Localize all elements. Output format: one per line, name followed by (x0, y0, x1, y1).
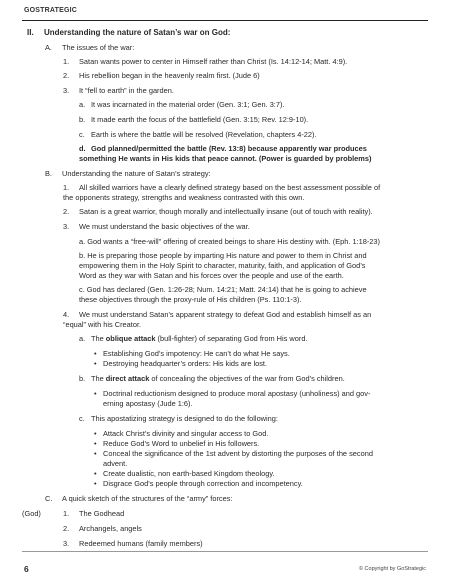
bullet-icon: • (94, 429, 97, 438)
outline-B-text: Understanding the nature of Satan’s strategy: (62, 169, 211, 178)
outline-B4c-bullet2: Reduce God’s Word to unbelief in His followers. (103, 439, 260, 448)
outline-num: 1. (63, 509, 70, 518)
outline-C-text: A quick sketch of the structures of the “army” forces: (62, 494, 233, 503)
section-number: II. (27, 28, 34, 37)
outline-A3b-text: It made earth the focus of the battlefield (Gen. 3:15; Rev. 12:9-10). (91, 115, 309, 124)
outline-letter: c. (79, 130, 85, 139)
outline-B4-line2: “equal” with his Creator. (63, 320, 142, 329)
outline-B4c-bullet1: Attack Christ’s divinity and singular access to God. (103, 429, 269, 438)
outline-B2-text: Satan is a great warrior, though morally and intellectually insane (out of touch with reality). (79, 207, 373, 216)
page-number: 6 (24, 564, 29, 574)
outline-A1-text: Satan wants power to center in Himself rather than Christ (Is. 14:12-14; Matt. 4:9). (79, 57, 348, 66)
outline-label-C: C. (45, 494, 53, 503)
outline-A3-text: It “fell to earth” in the garden. (79, 86, 174, 95)
outline-B4b-bullet1-line2: erning apostasy (Jude 1:6). (103, 399, 193, 408)
outline-C2-text: Archangels, angels (79, 524, 142, 533)
outline-num: 3. (63, 222, 70, 231)
outline-num: 1. (63, 183, 70, 192)
outline-B4a-bullet1: Establishing God’s impotency: He can’t do what He says. (103, 349, 290, 358)
outline-B4b-bullet1-line1: Doctrinal reductionism designed to produce moral apostasy (unholiness) and gov- (103, 389, 371, 398)
outline-B1-line2: the opponents strategy, strengths and weakness contrasted with this own. (63, 193, 305, 202)
bullet-icon: • (94, 479, 97, 488)
outline-letter: b. (79, 374, 86, 383)
header-rule (22, 20, 428, 21)
outline-num: 3. (63, 539, 70, 548)
outline-B4a-text: The oblique attack (bull-fighter) of separating God from His word. (91, 334, 308, 343)
outline-num: 2. (63, 524, 70, 533)
outline-label-B: B. (45, 169, 52, 178)
bullet-icon: • (94, 349, 97, 358)
side-note-god: (God) (22, 509, 41, 518)
section-title: Understanding the nature of Satan’s war on God: (44, 28, 231, 37)
bullet-icon: • (94, 469, 97, 478)
bullet-icon: • (94, 359, 97, 368)
outline-B4c-bullet5: Disgrace God’s people through correction and incompetency. (103, 479, 303, 488)
outline-num: 1. (63, 57, 70, 66)
bullet-icon: • (94, 449, 97, 458)
outline-B4-line1: We must understand Satan’s apparent strategy to defeat God and establish himself as an (79, 310, 372, 319)
outline-C3-text: Redeemed humans (family members) (79, 539, 203, 548)
outline-B3a-text: a. God wants a “free-will” offering of created beings to share His destiny with. (Eph. 1:18-23) (79, 237, 380, 246)
footer-rule (22, 551, 428, 552)
outline-B4b-text: The direct attack of concealing the objectives of the war from God’s children. (91, 374, 345, 383)
outline-B3b-line1: b. He is preparing those people by imparting His nature and power to them in Christ and (79, 251, 367, 260)
bullet-icon: • (94, 439, 97, 448)
outline-B1-line1: All skilled warriors have a clearly defined strategy based on the best assessment possible of (79, 183, 381, 192)
outline-label-A: A. (45, 43, 52, 52)
outline-C1-text: The Godhead (79, 509, 125, 518)
outline-B4c-text: This apostatizing strategy is designed to do the following: (91, 414, 278, 423)
outline-A3c-text: Earth is where the battle will be resolved (Revelation, chapters 4-22). (91, 130, 317, 139)
outline-letter: a. (79, 100, 86, 109)
outline-A3d-line1: God planned/permitted the battle (Rev. 13:8) because apparently war produces (91, 144, 367, 153)
outline-B4c-bullet3-line2: advent. (103, 459, 128, 468)
outline-B3c-line2: these objectives through the proxy-rule of His children (Ps. 110:1-3). (79, 295, 302, 304)
outline-B3b-line3: Word as they war with Satan and his forces over the people and use of the earth. (79, 271, 344, 280)
outline-B3b-line2: empowering them in the Holy Spirit to character, maturity, faith, and application of God’s (79, 261, 366, 270)
outline-A3a-text: It was incarnated in the material order (Gen. 3:1; Gen. 3:7). (91, 100, 285, 109)
outline-B4c-bullet3-line1: Conceal the significance of the 1st advent by distorting the purposes of the second (103, 449, 373, 458)
outline-letter: c. (79, 414, 85, 423)
outline-A3d-line2: something He wants in His kids that peace cannot. (Power is guarded by problems) (79, 154, 372, 163)
bullet-icon: • (94, 389, 97, 398)
outline-B4a-bullet2: Destroying headquarter’s orders: His kids are lost. (103, 359, 268, 368)
outline-num: 2. (63, 207, 70, 216)
outline-num: 4. (63, 310, 70, 319)
outline-letter: b. (79, 115, 86, 124)
outline-A2-text: His rebellion began in the heavenly realm first. (Jude 6) (79, 71, 260, 80)
outline-letter: d. (79, 144, 86, 153)
copyright-notice: © Copyright by GoStrategic (358, 566, 426, 572)
outline-B4c-bullet4: Create dualistic, non earth-based Kingdom theology. (103, 469, 275, 478)
outline-num: 2. (63, 71, 70, 80)
outline-letter: a. (79, 334, 86, 343)
outline-B3-text: We must understand the basic objectives of the war. (79, 222, 250, 231)
outline-B3c-line1: c. God has declared (Gen. 1:26-28; Num. 14:21; Matt. 24:14) that he is going to achieve (79, 285, 367, 294)
running-header: GOSTRATEGIC (24, 7, 78, 14)
outline-A-text: The issues of the war: (62, 43, 135, 52)
outline-num: 3. (63, 86, 70, 95)
